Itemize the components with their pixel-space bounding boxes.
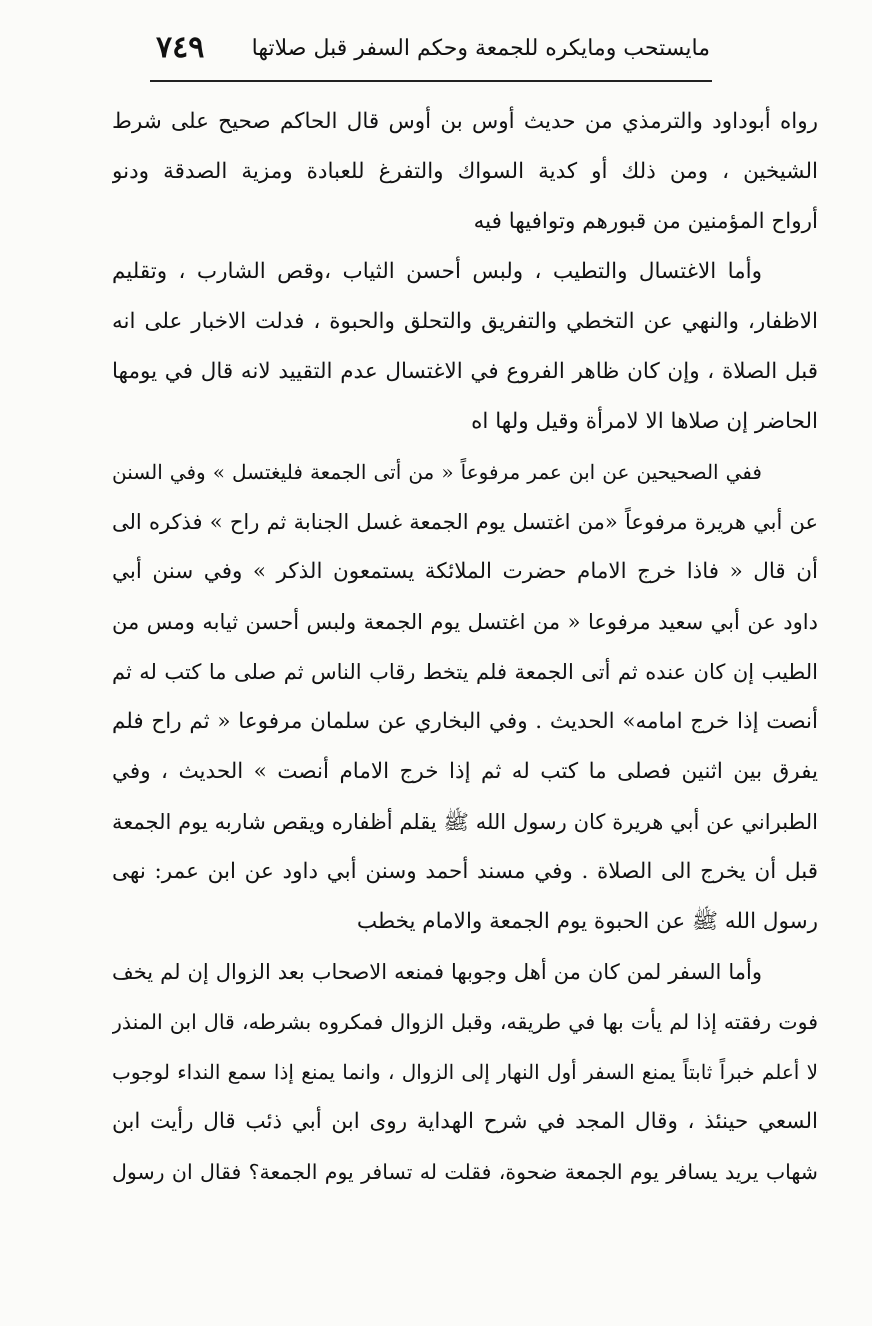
text-line: داود عن أبي سعيد مرفوعا « من اغتسل يوم الجمعة ولبس أحسن ثيابه ومس من <box>112 610 818 634</box>
running-header <box>150 30 710 78</box>
text-line: فوت رفقته إذا لم يأت بها في طريقه، وقبل الزوال فمكروه بشرطه، قال ابن المنذر <box>112 1010 818 1034</box>
text-line: وأما الاغتسال والتطيب ، ولبس أحسن الثياب ،وقص الشارب ، وتقليم <box>112 259 762 284</box>
paragraph-1 <box>112 97 818 247</box>
text-line: السعي حينئذ ، وقال المجد في شرح الهداية روى ابن أبي ذئب قال رأيت ابن <box>112 1109 818 1134</box>
text-line: رسول الله ﷺ عن الحبوة يوم الجمعة والامام يخطب <box>356 909 818 934</box>
text-line: أنصت إذا خرج امامه» الحديث . وفي البخاري عن سلمان مرفوعا « ثم راح فلم <box>112 709 818 734</box>
paragraph-2 <box>112 247 818 447</box>
page-number: ٧٤٩ <box>156 30 205 65</box>
text-line: أرواح المؤمنين من قبورهم وتوافيها فيه <box>473 209 818 234</box>
paragraph-3 <box>112 447 818 947</box>
text-line: رواه أبوداود والترمذي من حديث أوس بن أوس قال الحاكم صحيح على شرط <box>112 109 818 134</box>
text-line: أن قال « فاذا خرج الامام حضرت الملائكة يستمعون الذكر » وفي سنن أبي <box>112 559 818 584</box>
text-line: عن أبي هريرة مرفوعاً «من اغتسل يوم الجمعة غسل الجنابة ثم راح » فذكره الى <box>112 510 818 534</box>
text-line: قبل الصلاة ، وإن كان ظاهر الفروع في الاغتسال عدم التقييد لانه قال في يومها <box>112 359 818 384</box>
text-line: ففي الصحيحين عن ابن عمر مرفوعاً « من أتى الجمعة فليغتسل » وفي السنن <box>112 460 762 484</box>
body-text <box>112 97 818 1197</box>
text-line: وأما السفر لمن كان من أهل وجوبها فمنعه الاصحاب بعد الزوال إن لم يخف <box>112 960 762 984</box>
text-line: الشيخين ، ومن ذلك أو كدية السواك والتفرغ للعبادة ومزية الصدقة ودنو <box>112 159 818 184</box>
text-line: الحاضر إن صلاها الا لامرأة وقيل ولها اه <box>471 409 818 434</box>
text-line: الطيب إن كان عنده ثم أتى الجمعة فلم يتخط رقاب الناس ثم صلى ما كتب له ثم <box>112 660 818 684</box>
text-line: لا أعلم خبراً ثابتاً يمنع السفر أول النهار إلى الزوال ، وانما يمنع إذا سمع النداء لوجوب <box>112 1060 818 1084</box>
text-line: الطبراني عن أبي هريرة كان رسول الله ﷺ يقلم أظفاره ويقص شاربه يوم الجمعة <box>112 810 818 834</box>
header-title: مايستحب ومايكره للجمعة وحكم السفر قبل صلاتها <box>251 36 710 61</box>
text-line: الاظفار، والنهي عن التخطي والتفريق والتحلق والحبوة ، فدلت الاخبار على انه <box>112 309 818 334</box>
text-line: قبل أن يخرج الى الصلاة . وفي مسند أحمد وسنن أبي داود عن ابن عمر: نهى <box>112 859 818 884</box>
header-rule <box>150 80 712 82</box>
paragraph-4 <box>112 947 818 1197</box>
text-line: شهاب يريد يسافر يوم الجمعة ضحوة، فقلت له تسافر يوم الجمعة؟ فقال ان رسول <box>112 1160 818 1184</box>
text-line: يفرق بين اثنين فصلى ما كتب له ثم إذا خرج الامام أنصت » الحديث ، وفي <box>112 759 818 784</box>
